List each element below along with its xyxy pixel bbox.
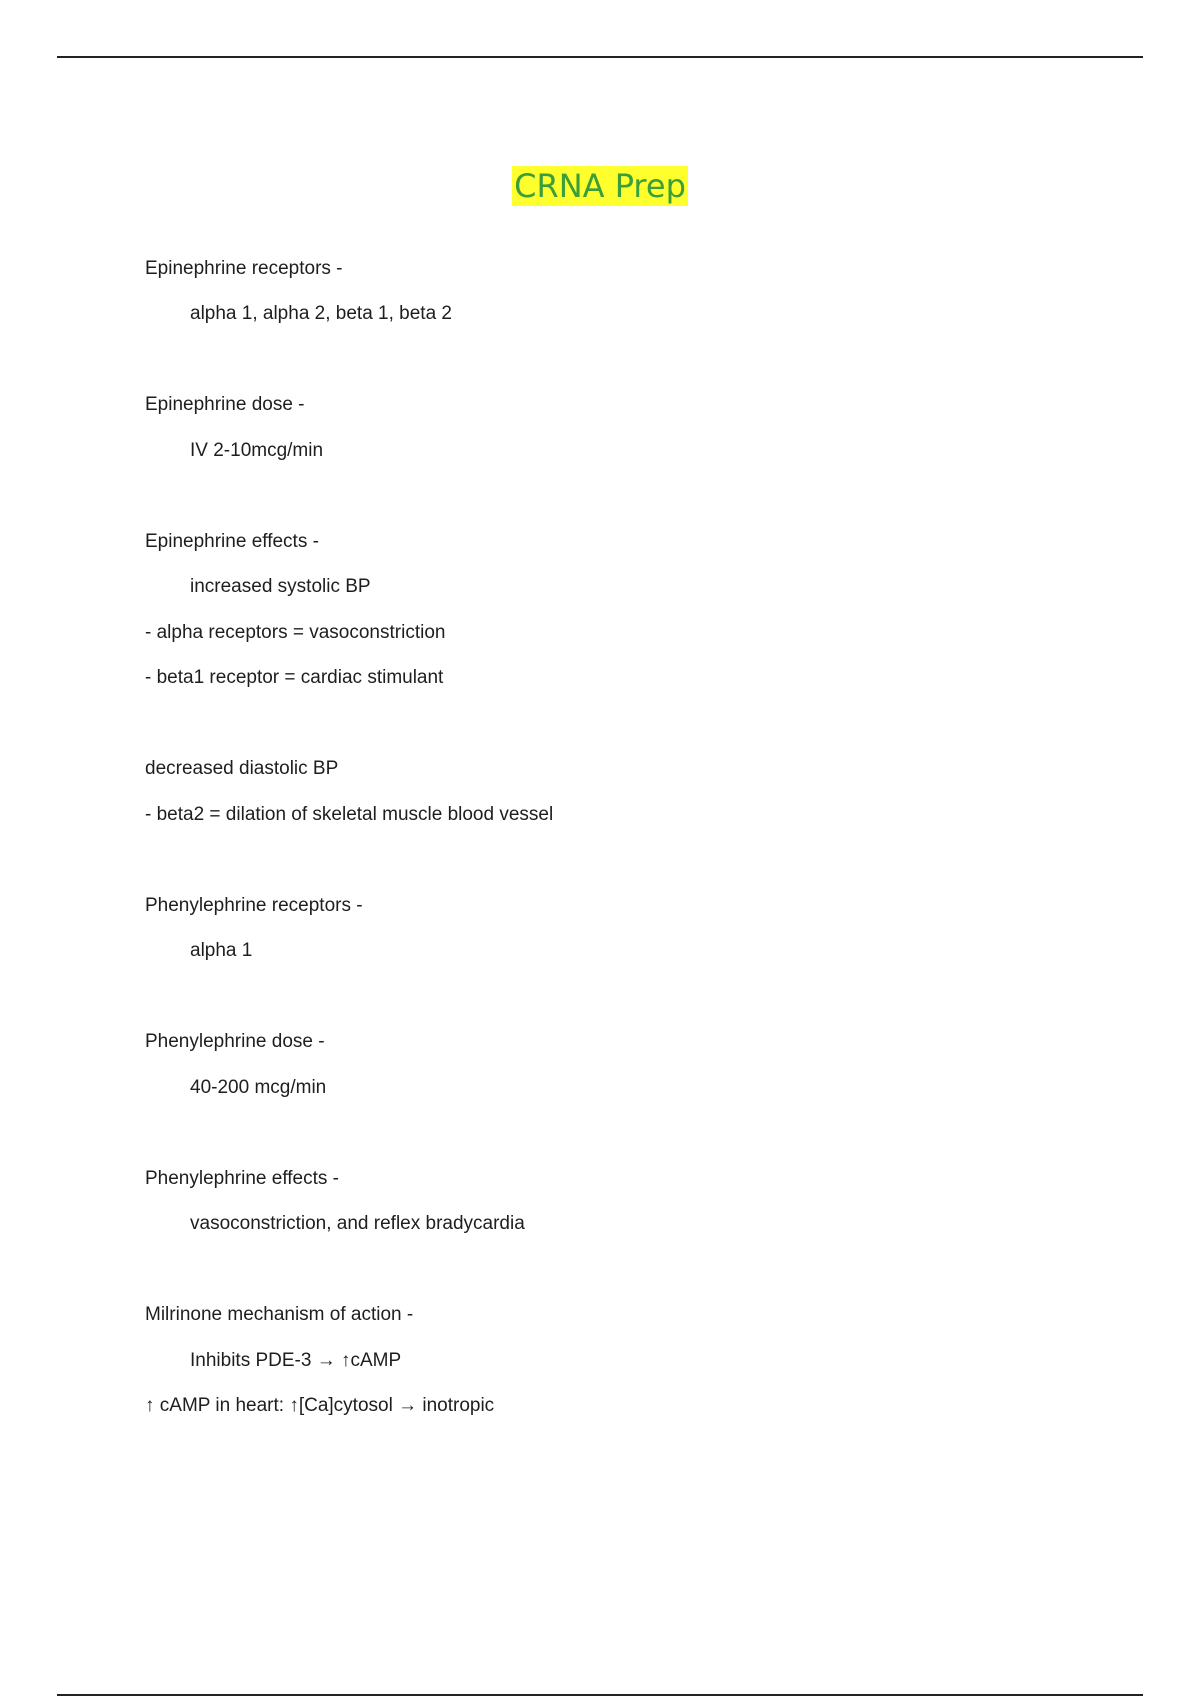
answer-line: - beta2 = dilation of skeletal muscle blood vessel	[145, 804, 554, 825]
answer-line: decreased diastolic BP	[145, 758, 339, 779]
answer-phenylephrine-receptors: alpha 1	[190, 940, 253, 961]
answer-milrinone-mechanism: Inhibits PDE-3 → ↑cAMP	[190, 1350, 402, 1371]
question-phenylephrine-dose: Phenylephrine dose -	[145, 1031, 325, 1052]
answer-line: - alpha receptors = vasoconstriction	[145, 622, 446, 643]
question-epinephrine-effects: Epinephrine effects -	[145, 531, 319, 552]
footer-rule	[57, 1694, 1143, 1696]
answer-epinephrine-receptors: alpha 1, alpha 2, beta 1, beta 2	[190, 303, 452, 324]
answer-line: ↑ cAMP in heart: ↑[Ca]cytosol → inotropic	[145, 1395, 495, 1416]
title-container	[0, 166, 1200, 206]
answer-line: - beta1 receptor = cardiac stimulant	[145, 667, 444, 688]
question-epinephrine-receptors: Epinephrine receptors -	[145, 258, 343, 279]
header-rule	[57, 56, 1143, 58]
question-epinephrine-dose: Epinephrine dose -	[145, 394, 305, 415]
answer-epinephrine-effects: increased systolic BP	[190, 576, 371, 597]
document-title: CRNA Prep	[514, 167, 686, 205]
question-phenylephrine-effects: Phenylephrine effects -	[145, 1168, 339, 1189]
answer-phenylephrine-effects: vasoconstriction, and reflex bradycardia	[190, 1213, 525, 1234]
question-milrinone-mechanism: Milrinone mechanism of action -	[145, 1304, 414, 1325]
answer-phenylephrine-dose: 40-200 mcg/min	[190, 1077, 327, 1098]
answer-epinephrine-dose: IV 2-10mcg/min	[190, 440, 324, 461]
question-phenylephrine-receptors: Phenylephrine receptors -	[145, 895, 363, 916]
